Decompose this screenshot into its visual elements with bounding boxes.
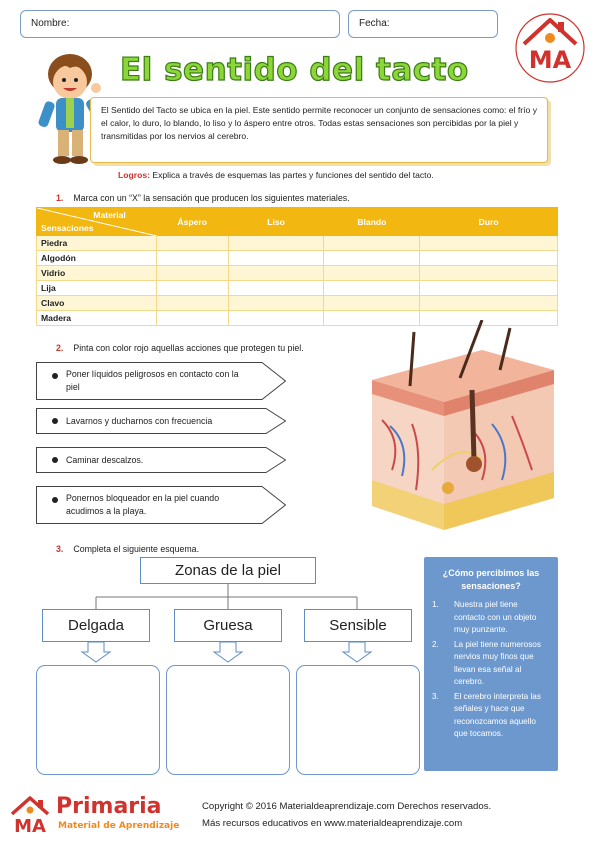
name-label: Nombre:	[31, 18, 70, 29]
footer-logo-subtitle: Material de Aprendizaje	[58, 821, 180, 831]
list-item	[432, 691, 548, 741]
list-item-text: La piel tiene numerosos nervios muy finos que llevan esa señal al cerebro.	[454, 639, 541, 686]
diagram-node-gruesa: Gruesa	[174, 609, 282, 642]
footer-logo-title: Primaria	[56, 794, 162, 819]
list-item-text: El cerebro interpreta las señales y hace que reconozcamos aquello que tocamos.	[454, 691, 541, 738]
intro-text: El Sentido del Tacto se ubica en la piel. Este sentido permite reconocer un conjunto de sensaciones como: el frío y el calor, lo duro, lo blando, lo liso y lo áspero entre otros. Todas estas sensaciones son percibidas por la piel y transmitidas por los nervios al cerebro.	[101, 105, 537, 141]
copyright-text: Copyright © 2016 Materialdeaprendizaje.com Derechos reservados.	[202, 801, 492, 812]
answer-box-gruesa[interactable]	[166, 665, 290, 775]
svg-text:MA: MA	[14, 816, 46, 836]
info-sidebar	[424, 557, 558, 771]
row-material-name: Algodón	[37, 251, 157, 266]
answer-box-sensible[interactable]	[296, 665, 420, 775]
date-label: Fecha:	[359, 18, 390, 29]
list-item	[432, 639, 548, 689]
action-text: Poner líquidos peligrosos en contacto con la piel	[66, 369, 239, 392]
action-text: Caminar descalzos.	[66, 454, 144, 465]
row-material-name: Lija	[37, 281, 157, 296]
column-header: Blando	[324, 208, 420, 236]
footer-text	[202, 798, 491, 832]
question-2-number: 2.	[56, 343, 64, 353]
action-text: Ponernos bloqueador en la piel cuando acudimos a la playa.	[66, 493, 220, 516]
row-material-name: Madera	[37, 311, 157, 326]
answer-box-delgada[interactable]	[36, 665, 160, 775]
list-item-number: 3.	[432, 691, 439, 701]
logros-label: Logros:	[118, 170, 150, 180]
column-header: Duro	[420, 208, 558, 236]
question-1-number: 1.	[56, 193, 64, 203]
house-logo-icon	[8, 794, 56, 836]
list-item-text: Nuestra piel tiene contacto con un objeto muy punzante.	[454, 600, 537, 634]
diagram-node-sensible: Sensible	[304, 609, 412, 642]
row-material-name: Clavo	[37, 296, 157, 311]
question-3-text: Completa el siguiente esquema.	[73, 544, 200, 554]
footer-logo	[8, 794, 188, 836]
list-item-number: 2.	[432, 639, 439, 649]
question-1-text: Marca con un “X” la sensación que producen los siguientes materiales.	[73, 193, 350, 203]
svg-text:MA: MA	[528, 46, 572, 74]
diagram-node-delgada: Delgada	[42, 609, 150, 642]
sidebar-title: ¿Cómo percibimos las sensaciones?	[442, 568, 540, 591]
question-2-text: Pinta con color rojo aquellas acciones que protegen tu piel.	[73, 343, 304, 353]
corner-sensaciones-label: Sensaciones	[41, 223, 94, 233]
question-3-number: 3.	[56, 544, 64, 554]
column-header: Liso	[228, 208, 324, 236]
column-header: Áspero	[156, 208, 228, 236]
sidebar-list	[424, 599, 558, 741]
more-resources-text: Más recursos educativos en www.materialdeaprendizaje.com	[202, 818, 463, 829]
action-text: Lavarnos y ducharnos con frecuencia	[66, 415, 213, 426]
corner-material-label: Material	[93, 210, 126, 220]
diagram-root-node: Zonas de la piel	[140, 557, 316, 584]
list-item	[432, 599, 548, 637]
row-material-name: Vidrio	[37, 266, 157, 281]
list-item-number: 1.	[432, 600, 439, 609]
logros-text: Explica a través de esquemas las partes y funciones del sentido del tacto.	[152, 170, 434, 180]
page-title: El sentido del tacto	[120, 52, 469, 88]
row-material-name: Piedra	[37, 236, 157, 251]
